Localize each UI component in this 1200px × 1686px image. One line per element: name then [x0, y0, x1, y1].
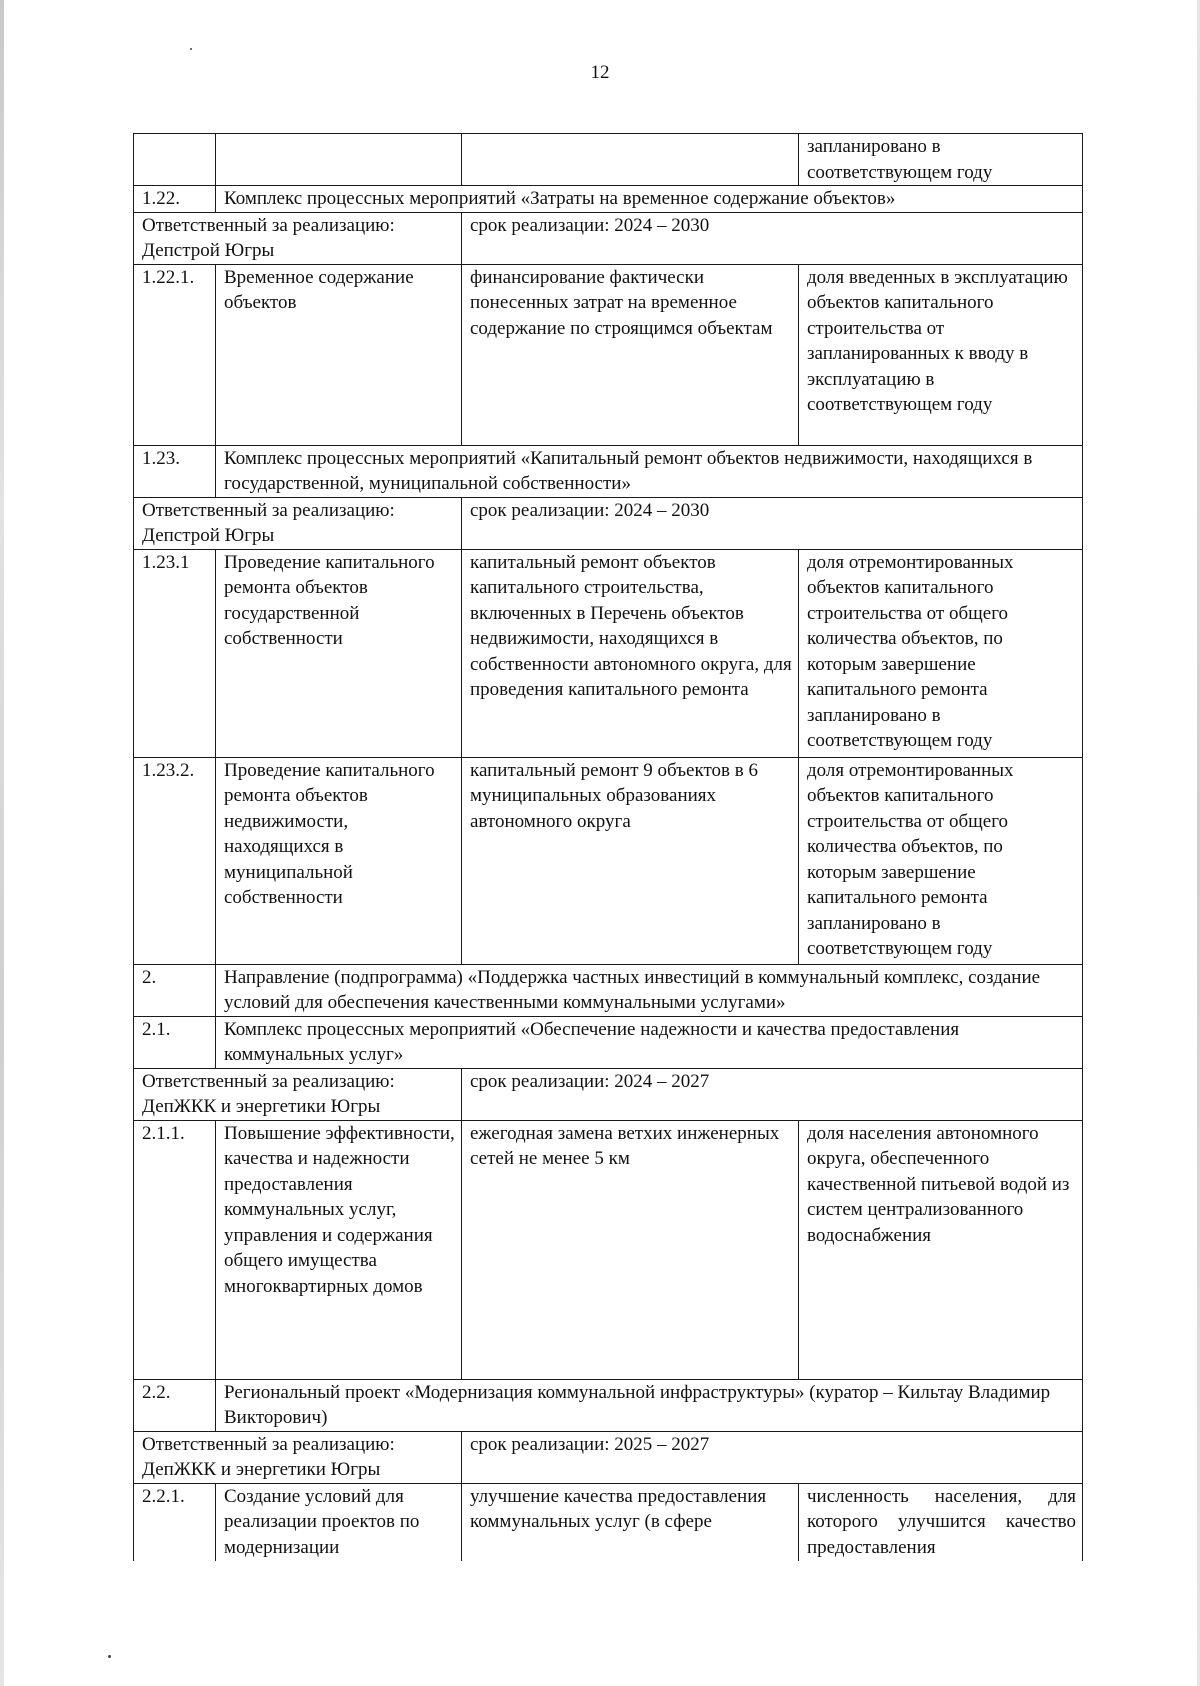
term-text: срок реализации: 2024 – 2030	[462, 212, 1083, 264]
table-row	[134, 134, 1083, 186]
measure-content: капитальный ремонт объектов капитального строительства, включенных в Перечень объектов недвижимости, находящихся в собственности автономного округа, для проведения капитального ремонта	[462, 549, 799, 757]
row-number: 1.23.1	[134, 549, 216, 757]
page-number: 12	[590, 62, 610, 83]
measure-content: финансирование фактически понесенных затрат на временное содержание по строящимся объектам	[462, 264, 799, 445]
section-row	[134, 964, 1083, 1016]
term-text: срок реализации: 2024 – 2030	[462, 497, 1083, 549]
responsible-row	[134, 1431, 1083, 1483]
measure-name: Временное содержание объектов	[216, 264, 462, 445]
section-row	[134, 1016, 1083, 1068]
responsible-row	[134, 1068, 1083, 1120]
row-number	[134, 134, 216, 186]
responsible-text: Ответственный за реализацию: ДепЖКК и энергетики Югры	[134, 1431, 462, 1483]
section-title: Региональный проект «Модернизация коммунальной инфраструктуры» (куратор – Кильтау Владимир Викторович)	[216, 1379, 1083, 1431]
measure-content: улучшение качества предоставления коммунальных услуг (в сфере	[462, 1483, 799, 1561]
scan-speck	[190, 48, 192, 50]
table-row	[134, 1120, 1083, 1379]
section-row	[134, 186, 1083, 213]
measure-indicator: доля отремонтированных объектов капитального строительства от общего количества объектов, по которым завершение капитального ремонта запланировано в соответствующем году	[799, 549, 1083, 757]
measures-table	[133, 133, 1083, 1561]
responsible-text: Ответственный за реализацию: Депстрой Югры	[134, 497, 462, 549]
section-title: Направление (подпрограмма) «Поддержка частных инвестиций в коммунальный комплекс, создание условий для обеспечения качественными коммунальными услугами»	[216, 964, 1083, 1016]
measure-name: Проведение капитального ремонта объектов государственной собственности	[216, 549, 462, 757]
section-number: 2.2.	[134, 1379, 216, 1431]
row-number: 2.2.1.	[134, 1483, 216, 1561]
table-row	[134, 264, 1083, 445]
measure-name: Создание условий для реализации проектов по модернизации	[216, 1483, 462, 1561]
measure-content: капитальный ремонт 9 объектов в 6 муниципальных образованиях автономного округа	[462, 757, 799, 964]
measure-name: Повышение эффективности, качества и надежности предоставления коммунальных услуг, управления и содержания общего имущества многоквартирных домов	[216, 1120, 462, 1379]
row-number: 1.22.1.	[134, 264, 216, 445]
measure-name	[216, 134, 462, 186]
section-row	[134, 1379, 1083, 1431]
table-row	[134, 1483, 1083, 1561]
measure-indicator: численность населения, для которого улучшится качество предоставления	[799, 1483, 1083, 1561]
measure-indicator: доля введенных в эксплуатацию объектов капитального строительства от запланированных к вводу в эксплуатацию в соответствующем году	[799, 264, 1083, 445]
section-title: Комплекс процессных мероприятий «Обеспечение надежности и качества предоставления коммунальных услуг»	[216, 1016, 1083, 1068]
measure-indicator: доля отремонтированных объектов капитального строительства от общего количества объектов, по которым завершение капитального ремонта запланировано в соответствующем году	[799, 757, 1083, 964]
section-title: Комплекс процессных мероприятий «Капитальный ремонт объектов недвижимости, находящихся в государственной, муниципальной собственности»	[216, 445, 1083, 497]
section-number: 2.	[134, 964, 216, 1016]
term-text: срок реализации: 2025 – 2027	[462, 1431, 1083, 1483]
scan-edge-left	[0, 0, 4, 1686]
section-number: 1.23.	[134, 445, 216, 497]
measure-content: ежегодная замена ветхих инженерных сетей не менее 5 км	[462, 1120, 799, 1379]
scan-speck	[108, 1655, 111, 1658]
measure-indicator: запланировано в соответствующем году	[799, 134, 1083, 186]
section-number: 1.22.	[134, 186, 216, 213]
term-text: срок реализации: 2024 – 2027	[462, 1068, 1083, 1120]
table-row	[134, 549, 1083, 757]
measure-indicator: доля населения автономного округа, обеспеченного качественной питьевой водой из систем централизованного водоснабжения	[799, 1120, 1083, 1379]
section-title: Комплекс процессных мероприятий «Затраты на временное содержание объектов»	[216, 186, 1083, 213]
row-number: 1.23.2.	[134, 757, 216, 964]
responsible-row	[134, 497, 1083, 549]
responsible-text: Ответственный за реализацию: Депстрой Югры	[134, 212, 462, 264]
responsible-text: Ответственный за реализацию: ДепЖКК и энергетики Югры	[134, 1068, 462, 1120]
row-number: 2.1.1.	[134, 1120, 216, 1379]
measure-name: Проведение капитального ремонта объектов недвижимости, находящихся в муниципальной собственности	[216, 757, 462, 964]
section-number: 2.1.	[134, 1016, 216, 1068]
responsible-row	[134, 212, 1083, 264]
measure-content	[462, 134, 799, 186]
table-row	[134, 757, 1083, 964]
section-row	[134, 445, 1083, 497]
